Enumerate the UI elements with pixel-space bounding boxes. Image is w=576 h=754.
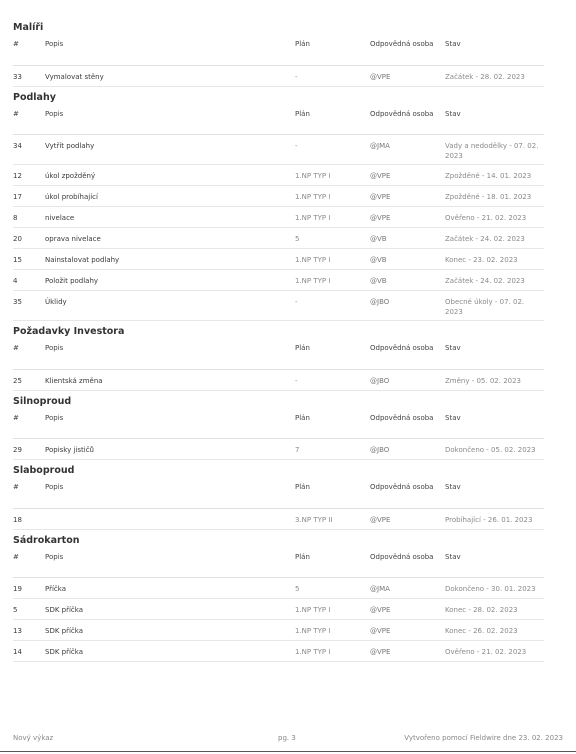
column-header-desc: Popis	[45, 410, 295, 439]
table-row[interactable]	[13, 135, 544, 165]
cell-plan: 1.NP TYP I	[295, 641, 370, 662]
column-header-num: #	[13, 36, 45, 65]
cell-plan: 1.NP TYP I	[295, 186, 370, 207]
cell-owner: @JMA	[370, 578, 445, 599]
cell-desc	[45, 508, 295, 529]
table-header-row	[13, 106, 544, 135]
cell-plan: 5	[295, 228, 370, 249]
column-header-owner: Odpovědná osoba	[370, 36, 445, 65]
cell-status: Probíhající - 26. 01. 2023	[445, 508, 544, 529]
cell-num: 29	[13, 439, 45, 460]
column-header-status: Stav	[445, 479, 544, 508]
cell-status: Dokončeno - 30. 01. 2023	[445, 578, 544, 599]
cell-desc: SDK příčka	[45, 599, 295, 620]
task-section	[13, 91, 544, 322]
column-header-num: #	[13, 479, 45, 508]
column-header-desc: Popis	[45, 479, 295, 508]
cell-num: 35	[13, 291, 45, 321]
cell-num: 14	[13, 641, 45, 662]
cell-plan: 3.NP TYP II	[295, 508, 370, 529]
cell-desc: oprava nivelace	[45, 228, 295, 249]
column-header-num: #	[13, 340, 45, 369]
table-row[interactable]	[13, 165, 544, 186]
cell-num: 17	[13, 186, 45, 207]
cell-status: Začátek - 24. 02. 2023	[445, 270, 544, 291]
cell-status: Vady a nedodělky - 07. 02. 2023	[445, 135, 544, 165]
column-header-plan: Plán	[295, 340, 370, 369]
cell-status: Dokončeno - 05. 02. 2023	[445, 439, 544, 460]
cell-desc: Vytřít podlahy	[45, 135, 295, 165]
cell-desc: Položit podlahy	[45, 270, 295, 291]
column-header-desc: Popis	[45, 340, 295, 369]
section-title: Silnoproud	[13, 395, 72, 407]
table-row[interactable]	[13, 270, 544, 291]
cell-desc: Vymalovat stěny	[45, 65, 295, 86]
column-header-owner: Odpovědná osoba	[370, 340, 445, 369]
task-table	[13, 36, 544, 87]
column-header-owner: Odpovědná osoba	[370, 549, 445, 578]
cell-owner: @VPE	[370, 620, 445, 641]
table-row[interactable]	[13, 578, 544, 599]
cell-desc: Popisky jističů	[45, 439, 295, 460]
footer-report-name: Nový výkaz	[13, 734, 54, 742]
cell-status: Začátek - 28. 02. 2023	[445, 65, 544, 86]
task-section	[13, 325, 544, 391]
column-header-desc: Popis	[45, 549, 295, 578]
cell-num: 5	[13, 599, 45, 620]
table-row[interactable]	[13, 599, 544, 620]
report-content	[13, 21, 544, 666]
cell-num: 33	[13, 65, 45, 86]
cell-owner: @JMA	[370, 135, 445, 165]
table-row[interactable]	[13, 641, 544, 662]
cell-status: Zpožděné - 14. 01. 2023	[445, 165, 544, 186]
task-table	[13, 410, 544, 461]
cell-status: Zpožděné - 18. 01. 2023	[445, 186, 544, 207]
cell-desc: úkol zpožděný	[45, 165, 295, 186]
table-row[interactable]	[13, 65, 544, 86]
cell-owner: @VB	[370, 249, 445, 270]
column-header-status: Stav	[445, 340, 544, 369]
cell-status: Konec - 28. 02. 2023	[445, 599, 544, 620]
task-table	[13, 340, 544, 391]
cell-owner: @JBO	[370, 291, 445, 321]
column-header-status: Stav	[445, 410, 544, 439]
cell-num: 34	[13, 135, 45, 165]
table-header-row	[13, 410, 544, 439]
cell-plan: 1.NP TYP I	[295, 620, 370, 641]
column-header-status: Stav	[445, 106, 544, 135]
cell-owner: @VPE	[370, 641, 445, 662]
cell-num: 4	[13, 270, 45, 291]
cell-status: Ověřeno - 21. 02. 2023	[445, 641, 544, 662]
cell-status: Konec - 23. 02. 2023	[445, 249, 544, 270]
column-header-plan: Plán	[295, 410, 370, 439]
column-header-owner: Odpovědná osoba	[370, 410, 445, 439]
cell-status: Ověřeno - 21. 02. 2023	[445, 207, 544, 228]
column-header-status: Stav	[445, 36, 544, 65]
cell-owner: @VPE	[370, 186, 445, 207]
cell-num: 19	[13, 578, 45, 599]
column-header-owner: Odpovědná osoba	[370, 106, 445, 135]
cell-plan: 1.NP TYP I	[295, 270, 370, 291]
table-row[interactable]	[13, 249, 544, 270]
cell-status: Začátek - 24. 02. 2023	[445, 228, 544, 249]
cell-desc: Příčka	[45, 578, 295, 599]
column-header-plan: Plán	[295, 479, 370, 508]
cell-num: 25	[13, 369, 45, 390]
cell-owner: @JBO	[370, 439, 445, 460]
task-table	[13, 479, 544, 530]
table-row[interactable]	[13, 369, 544, 390]
cell-num: 20	[13, 228, 45, 249]
footer-page-number: pg. 3	[278, 734, 296, 742]
cell-owner: @VB	[370, 270, 445, 291]
table-row[interactable]	[13, 508, 544, 529]
task-table	[13, 549, 544, 663]
section-title: Sádrokarton	[13, 534, 80, 546]
table-header-row	[13, 479, 544, 508]
cell-num: 13	[13, 620, 45, 641]
column-header-num: #	[13, 410, 45, 439]
cell-owner: @VPE	[370, 165, 445, 186]
cell-status: Obecné úkoly - 07. 02. 2023	[445, 291, 544, 321]
cell-plan: 7	[295, 439, 370, 460]
cell-desc: nivelace	[45, 207, 295, 228]
cell-status: Konec - 26. 02. 2023	[445, 620, 544, 641]
column-header-desc: Popis	[45, 36, 295, 65]
footer-created-note: Vytvořeno pomocí Fieldwire dne 23. 02. 2023	[404, 734, 563, 742]
page-bottom-divider	[0, 751, 576, 752]
section-title: Slaboproud	[13, 465, 75, 476]
cell-owner: @VPE	[370, 207, 445, 228]
cell-plan: 1.NP TYP I	[295, 207, 370, 228]
task-section	[13, 395, 544, 461]
task-section	[13, 534, 544, 663]
column-header-plan: Plán	[295, 36, 370, 65]
section-title: Podlahy	[13, 91, 56, 103]
section-title: Požadavky Investora	[13, 326, 125, 337]
cell-desc: úkol probíhající	[45, 186, 295, 207]
section-title: Malíři	[13, 22, 44, 33]
cell-desc: SDK příčka	[45, 620, 295, 641]
cell-num: 15	[13, 249, 45, 270]
page-footer	[13, 734, 563, 746]
cell-plan: -	[295, 65, 370, 86]
column-header-status: Stav	[445, 549, 544, 578]
cell-plan: 1.NP TYP I	[295, 165, 370, 186]
cell-desc: Nainstalovat podlahy	[45, 249, 295, 270]
cell-owner: @VPE	[370, 508, 445, 529]
table-row[interactable]	[13, 291, 544, 321]
column-header-owner: Odpovědná osoba	[370, 479, 445, 508]
cell-desc: Úklidy	[45, 291, 295, 321]
cell-num: 12	[13, 165, 45, 186]
task-table	[13, 106, 544, 322]
cell-num: 8	[13, 207, 45, 228]
column-header-plan: Plán	[295, 106, 370, 135]
cell-num: 18	[13, 508, 45, 529]
cell-owner: @VB	[370, 228, 445, 249]
table-row[interactable]	[13, 439, 544, 460]
table-header-row	[13, 340, 544, 369]
column-header-num: #	[13, 549, 45, 578]
table-row[interactable]	[13, 228, 544, 249]
table-row[interactable]	[13, 620, 544, 641]
task-section	[13, 464, 544, 530]
table-header-row	[13, 549, 544, 578]
cell-desc: Klientská změna	[45, 369, 295, 390]
cell-desc: SDK příčka	[45, 641, 295, 662]
cell-plan: 5	[295, 578, 370, 599]
cell-plan: 1.NP TYP I	[295, 249, 370, 270]
task-section	[13, 21, 544, 87]
cell-plan: 1.NP TYP I	[295, 599, 370, 620]
column-header-plan: Plán	[295, 549, 370, 578]
cell-plan: -	[295, 291, 370, 321]
column-header-desc: Popis	[45, 106, 295, 135]
table-header-row	[13, 36, 544, 65]
cell-plan: -	[295, 135, 370, 165]
table-row[interactable]	[13, 207, 544, 228]
cell-owner: @VPE	[370, 65, 445, 86]
cell-owner: @JBO	[370, 369, 445, 390]
cell-status: Změny - 05. 02. 2023	[445, 369, 544, 390]
table-row[interactable]	[13, 186, 544, 207]
cell-owner: @VPE	[370, 599, 445, 620]
column-header-num: #	[13, 106, 45, 135]
cell-plan: -	[295, 369, 370, 390]
